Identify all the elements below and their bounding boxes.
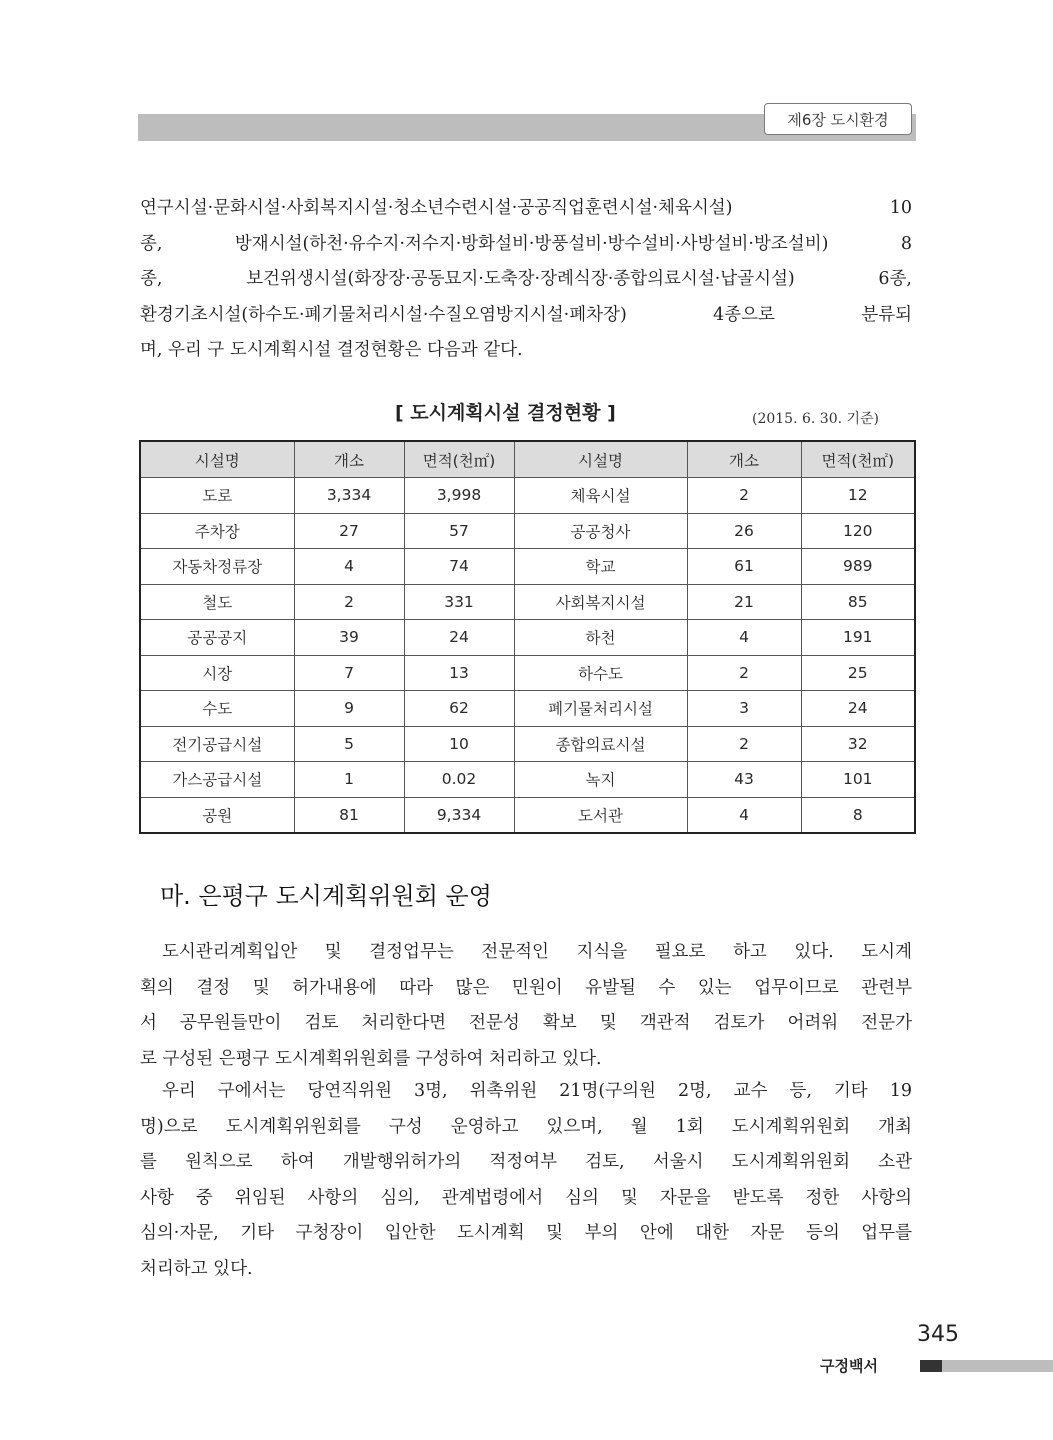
table-cell: 자동차정류장 [140, 549, 294, 585]
table-cell: 공공청사 [514, 513, 687, 549]
table-cell: 폐기물처리시설 [514, 691, 687, 727]
table-cell: 2 [687, 726, 801, 762]
text-line: 연구시설·문화시설·사회복지시설·청소년수련시설·공공직업훈련시설·체육시설) 10 [140, 198, 912, 218]
table-cell: 10 [404, 726, 514, 762]
table-cell: 13 [404, 655, 514, 691]
table-cell: 7 [294, 655, 404, 691]
table-date: (2015. 6. 30. 기준) [752, 411, 880, 427]
table-cell: 57 [404, 513, 514, 549]
text-line: 종, 보건위생시설(화장장·공동묘지·도축장·장례식장·종합의료시설·납골시설) 6종, [140, 269, 912, 289]
table-cell: 도로 [140, 478, 294, 514]
table-cell: 62 [404, 691, 514, 727]
table-cell: 전기공급시설 [140, 726, 294, 762]
table-cell: 주차장 [140, 513, 294, 549]
table-cell: 5 [294, 726, 404, 762]
table-cell: 하수도 [514, 655, 687, 691]
table-cell: 공공공지 [140, 620, 294, 656]
table-cell: 101 [801, 762, 915, 798]
table-cell: 24 [404, 620, 514, 656]
column-header: 시설명 [514, 441, 687, 478]
table-cell: 989 [801, 549, 915, 585]
table-row [140, 584, 915, 620]
table-cell: 120 [801, 513, 915, 549]
table-cell: 74 [404, 549, 514, 585]
table-cell: 39 [294, 620, 404, 656]
table-cell: 191 [801, 620, 915, 656]
table-cell: 도서관 [514, 797, 687, 833]
book-title: 구정백서 [820, 1357, 878, 1375]
section-paragraph-2 [140, 1074, 912, 1287]
table-cell: 4 [687, 620, 801, 656]
page-number: 345 [917, 1322, 959, 1347]
table-cell: 8 [801, 797, 915, 833]
text-line: 심의·자문, 기타 구청장이 입안한 도시계획 및 부의 안에 대한 자문 등의 업무를 [140, 1223, 912, 1243]
table-row [140, 549, 915, 585]
table-cell: 4 [687, 797, 801, 833]
table-cell: 21 [687, 584, 801, 620]
table-cell: 3 [687, 691, 801, 727]
table-cell: 종합의료시설 [514, 726, 687, 762]
text-line: 를 원칙으로 하여 개발행위허가의 적정여부 검토, 서울시 도시계획위원회 소관 [140, 1152, 912, 1172]
table-cell: 26 [687, 513, 801, 549]
text-line: 처리하고 있다. [140, 1258, 253, 1279]
table-row [140, 726, 915, 762]
table-row [140, 513, 915, 549]
table-cell: 331 [404, 584, 514, 620]
text-line: 며, 우리 구 도시계획시설 결정현황은 다음과 같다. [140, 340, 523, 360]
table-row [140, 655, 915, 691]
column-header: 면적(천㎡) [801, 441, 915, 478]
facilities-table [139, 440, 916, 834]
table-cell: 녹지 [514, 762, 687, 798]
column-header: 개소 [294, 441, 404, 478]
table-cell: 사회복지시설 [514, 584, 687, 620]
table-cell: 체육시설 [514, 478, 687, 514]
table-cell: 하천 [514, 620, 687, 656]
text-line: 획의 결정 및 허가내용에 따라 많은 민원이 유발될 수 있는 업무이므로 관련부 [140, 977, 912, 998]
table-cell: 85 [801, 584, 915, 620]
table-cell: 61 [687, 549, 801, 585]
text-line: 사항 중 위임된 사항의 심의, 관계법령에서 심의 및 자문을 받도록 정한 사항의 [140, 1187, 912, 1208]
column-header: 면적(천㎡) [404, 441, 514, 478]
text-line: 종, 방재시설(하천·유수지·저수지·방화설비·방풍설비·방수설비·사방설비·방조설비) 8 [140, 233, 912, 254]
table-cell: 학교 [514, 549, 687, 585]
table-cell: 43 [687, 762, 801, 798]
table-cell: 12 [801, 478, 915, 514]
table-cell: 철도 [140, 584, 294, 620]
table-row [140, 762, 915, 798]
table-cell: 9,334 [404, 797, 514, 833]
table-cell: 3,334 [294, 478, 404, 514]
text-line: 환경기초시설(하수도·폐기물처리시설·수질오염방지시설·폐차장) 4종으로 분류되 [140, 304, 912, 325]
table-row [140, 691, 915, 727]
table-cell: 4 [294, 549, 404, 585]
text-line: 도시관리계획입안 및 결정업무는 전문적인 지식을 필요로 하고 있다. 도시계 [162, 942, 912, 962]
section-heading: 마. 은평구 도시계획위원회 운영 [160, 882, 492, 910]
table-cell: 수도 [140, 691, 294, 727]
table-cell: 0.02 [404, 762, 514, 798]
table-cell: 2 [687, 478, 801, 514]
table-cell: 9 [294, 691, 404, 727]
table-row [140, 478, 915, 514]
table-cell: 3,998 [404, 478, 514, 514]
column-header: 시설명 [140, 441, 294, 478]
table-cell: 81 [294, 797, 404, 833]
column-header: 개소 [687, 441, 801, 478]
table-cell: 공원 [140, 797, 294, 833]
table-cell: 24 [801, 691, 915, 727]
section-paragraph-1 [140, 935, 912, 1077]
text-line: 로 구성된 은평구 도시계획위원회를 구성하여 처리하고 있다. [140, 1048, 602, 1069]
table-row [140, 620, 915, 656]
table-cell: 가스공급시설 [140, 762, 294, 798]
table-cell: 시장 [140, 655, 294, 691]
table-row [140, 797, 915, 833]
table-cell: 2 [687, 655, 801, 691]
text-line: 우리 구에서는 당연직위원 3명, 위촉위원 21명(구의원 2명, 교수 등, 기타 19 [162, 1081, 912, 1101]
table-title: [ 도시계획시설 결정현황 ] [395, 402, 616, 424]
table-cell: 27 [294, 513, 404, 549]
chapter-label: 제6장 도시환경 [764, 103, 912, 135]
table-cell: 2 [294, 584, 404, 620]
footer-bar-gray [942, 1360, 1053, 1372]
text-line: 서 공무원들만이 검토 처리한다면 전문성 확보 및 객관적 검토가 어려워 전문가 [140, 1013, 912, 1033]
table-cell: 25 [801, 655, 915, 691]
table-cell: 32 [801, 726, 915, 762]
footer-bar-dark [920, 1360, 942, 1372]
intro-paragraph [140, 191, 912, 369]
table-cell: 1 [294, 762, 404, 798]
table-header-row [140, 441, 915, 478]
text-line: 명)으로 도시계획위원회를 구성 운영하고 있으며, 월 1회 도시계획위원회 개최 [140, 1116, 912, 1137]
